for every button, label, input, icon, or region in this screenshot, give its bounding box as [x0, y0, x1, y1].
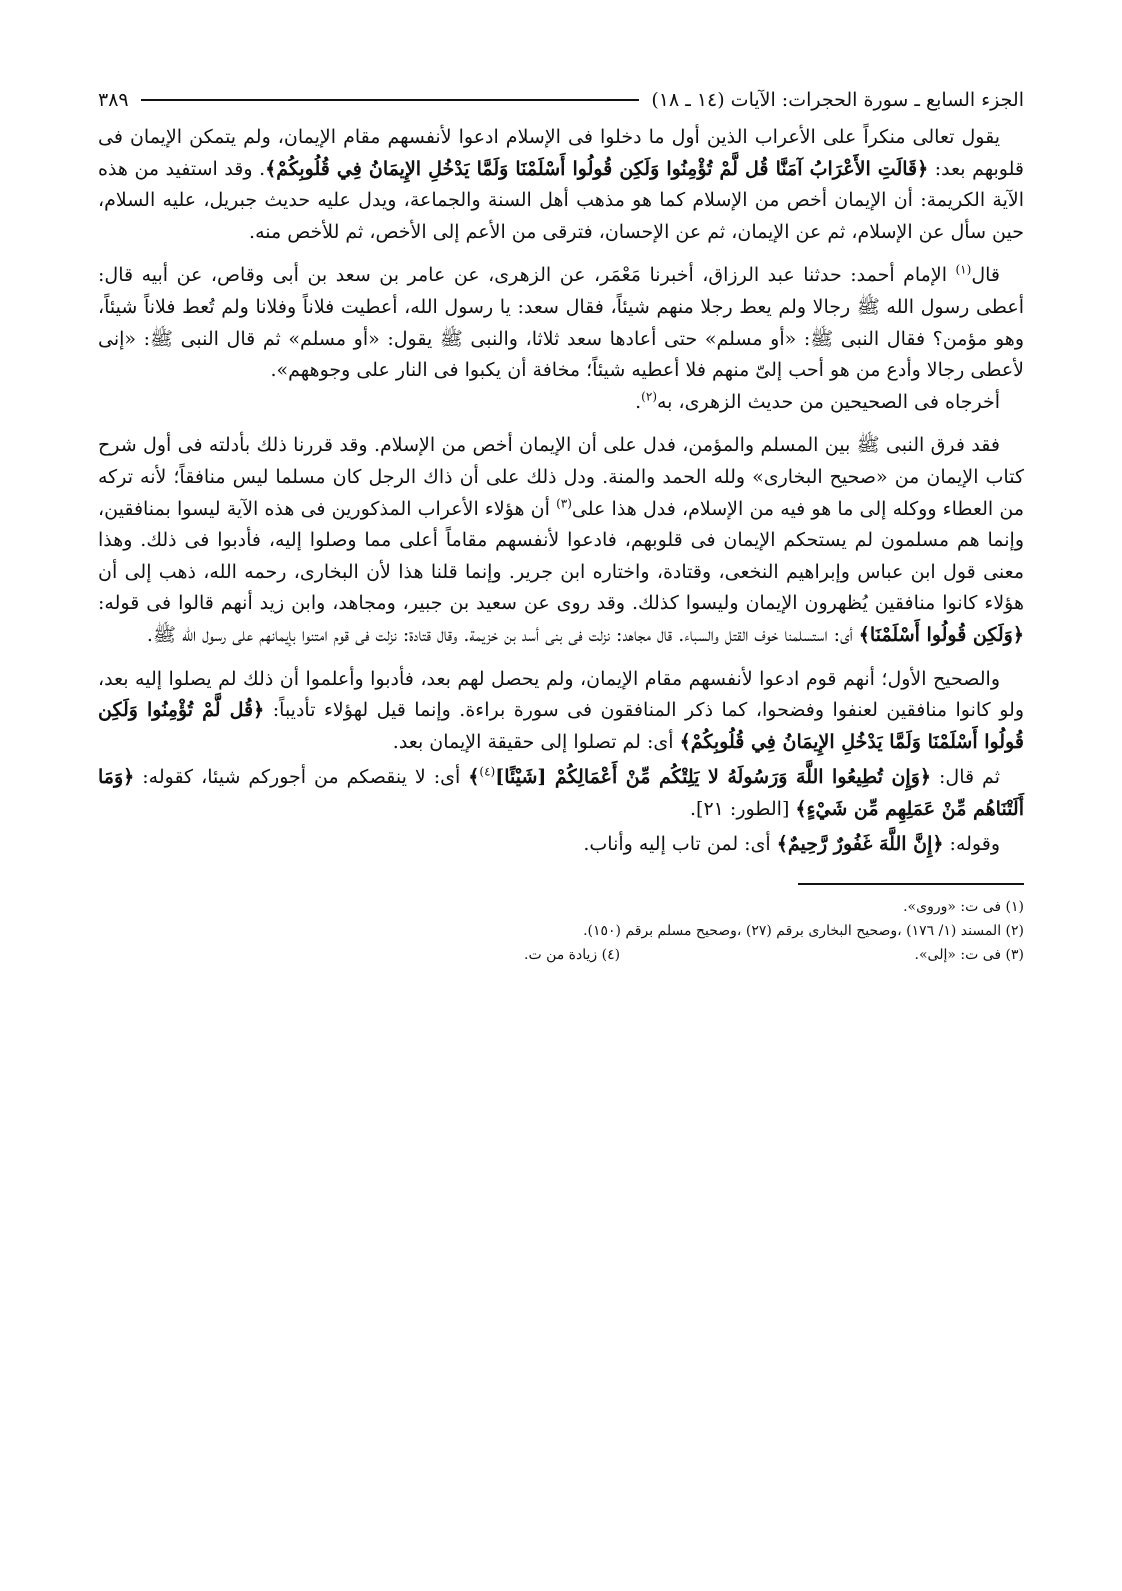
footnote-ref-1[interactable]: (١) [955, 263, 972, 278]
book-page [98, 84, 1024, 967]
paragraph-3 [98, 387, 1024, 419]
quran-verse: ﴿وَإِن تُطِيعُوا اللَّهَ وَرَسُولَهُ لا يَلِتْكُم مِّنْ أَعْمَالِكُمْ [شَيْئًا] [495, 766, 932, 789]
paragraph-7-text-a: وقوله: [943, 833, 1000, 856]
paragraph-6-text-c: [الطور: ٢١]. [690, 797, 796, 820]
paragraph-2-text-b: الإمام أحمد: حدثنا عبد الرزاق، أخبرنا مَعْمَر، عن الزهرى، عن عامر بن سعد بن أبى وقاص، عن أبيه قال: أعطى رسول الله ﷺ رجالا ولم يعط رجلا منهم شيئاً، فقال سعد: يا رسول الله، أعطيت فلاناً وفلانا ولم تُعط فلاناً شيئاً، وهو مؤمن؟ فقال النبى ﷺ: «أو مسلم» حتى أعادها سعد ثلاثا، والنبى ﷺ يقول: «أو مسلم» ثم قال النبى ﷺ: «إنى لأعطى رجالا وأدع من هو أحب إلىّ منهم فلا أعطيه شيئاً؛ مخافة أن يكبوا فى النار على وجوههم». [98, 264, 1024, 382]
paragraph-5 [98, 664, 1024, 759]
paragraph-4 [98, 430, 1024, 651]
paragraph-6 [98, 762, 1024, 825]
footnote-ref-4[interactable]: (٤) [479, 764, 496, 779]
footnote-2: (٢) المسند (١/ ١٧٦) ،وصحيح البخارى برقم (٢٧) ،وصحيح مسلم برقم (١٥٠). [583, 923, 1024, 940]
paragraph-7 [98, 829, 1024, 861]
paragraph-4-text-c: أى: استسلمنا خوف القتل والسباء. قال مجاهد: نزلت فى بنى أسد بن خزيمة. وقال قتادة: نزلت فى قوم امتنوا بإيمانهم على رسول الله ﷺ. [146, 623, 859, 646]
paragraph-6-text-b: أى: لا ينقصكم من أجوركم شيئا، كقوله: [134, 766, 469, 789]
footnotes [98, 895, 1024, 967]
footnote-ref-2[interactable]: (٢) [641, 389, 657, 404]
footnote-ref-3[interactable]: (٣) [556, 496, 572, 511]
paragraph-5-text-a: والصحيح الأول؛ أنهم قوم ادعوا لأنفسهم مقام الإيمان، ولم يحصل لهم بعد، فأدبوا وأعلموا أن ذلك لم يصلوا إليه بعد، ولو كانوا منافقين لعنفوا وفضحوا، كما ذكر المنافقون فى سورة براءة. وإنما قيل لهؤلاء تأديباً: [98, 667, 1024, 722]
paragraph-4-text-b: أن هؤلاء الأعراب المذكورين فى هذه الآية ليسوا بمنافقين، وإنما هم مسلمون لم يستحكم الإيمان فى قلوبهم، فادعوا لأنفسهم مقاماً أعلى مما وصلوا إليه، فأدبوا فى ذلك. وهذا معنى قول ابن عباس وإبراهيم النخعى، وقتادة، واختاره ابن جرير. وإنما قلنا هذا لأن البخارى، رحمه الله، ذهب إلى أن هؤلاء كانوا منافقين يُظهرون الإيمان وليسوا كذلك. وقد روى عن سعيد بن جبير، ومجاهد، وابن زيد أنهم قالوا فى قوله: [98, 497, 1024, 615]
paragraph-4-text-a: فقد فرق النبى ﷺ بين المسلم والمؤمن، فدل على أن الإيمان أخص من الإسلام. وقد قررنا ذلك بأدلته فى أول شرح كتاب الإيمان من «صحيح البخارى» ولله الحمد والمنة. ودل ذلك على أن ذاك الرجل كان مسلما ليس منافقاً؛ لأنه تركه من العطاء ووكله إلى ما هو فيه من الإسلام، فدل هذا على [98, 434, 1025, 520]
paragraph-1 [98, 122, 1024, 248]
paragraph-3-text-b: . [635, 390, 642, 413]
footnote-separator [798, 883, 1024, 885]
paragraph-3-text-a: أخرجاه فى الصحيحين من حديث الزهرى، به [657, 390, 1000, 413]
paragraph-1-text-a: يقول تعالى منكراً على الأعراب الذين أول ما دخلوا فى الإسلام ادعوا لأنفسهم مقام الإيمان، ولم يتمكن الإيمان فى قلوبهم بعد: [98, 126, 1024, 180]
paragraph-1-text-b: . وقد استفيد من هذه الآية الكريمة: أن الإيمان أخص من الإسلام كما هو مذهب أهل السنة والجماعة، ويدل عليه حديث جبريل، عليه السلام، حين سأل عن الإسلام، ثم عن الإيمان، ثم عن الإحسان، فترقى من الأعم إلى الأخص، ثم للأخص منه. [98, 157, 1024, 243]
footnote-1: (١) فى ت: «وروى». [903, 899, 1024, 916]
paragraph-5-text-b: أى: لم تصلوا إلى حقيقة الإيمان بعد. [392, 730, 680, 753]
footnote-row [524, 943, 1024, 967]
footnote-3: (٣) فى ت: «إلى». [914, 947, 1024, 964]
paragraph-2-text-a: قال [971, 264, 1000, 287]
header-title: الجزء السابع ـ سورة الحجرات: الآيات (١٤ ـ ١٨) [651, 89, 1024, 111]
footnote-4: (٤) زيادة من ت. [524, 947, 621, 964]
running-header [98, 84, 1024, 116]
page-number: ٣٨٩ [98, 89, 129, 111]
header-rule [141, 99, 640, 101]
quran-verse-end: ﴾ [468, 766, 480, 789]
quran-verse: ﴿وَمَا أَلَتْنَاهُم مِّنْ عَمَلِهِم مِّن شَيْءٍ﴾ [98, 766, 1024, 820]
paragraph-7-text-b: أى: لمن تاب إليه وأناب. [583, 833, 777, 856]
quran-verse: ﴿وَلَكِن قُولُوا أَسْلَمْنَا﴾ [858, 623, 1024, 646]
quran-verse: ﴿قَالَتِ الأَعْرَابُ آمَنَّا قُل لَّمْ تُؤْمِنُوا وَلَكِن قُولُوا أَسْلَمْنَا وَلَمَّا يَدْخُلِ الإِيمَانُ فِي قُلُوبِكُمْ﴾ [265, 157, 929, 180]
paragraph-6-text-a: ثم قال: [931, 766, 1000, 789]
paragraph-2 [98, 260, 1024, 386]
quran-verse: ﴿إِنَّ اللَّهَ غَفُورٌ رَّحِيمٌ﴾ [776, 833, 944, 856]
quran-verse: ﴿قُل لَّمْ تُؤْمِنُوا وَلَكِن قُولُوا أَسْلَمْنَا وَلَمَّا يَدْخُلِ الإِيمَانُ فِي قُلُوبِكُمْ﴾ [98, 699, 1024, 753]
